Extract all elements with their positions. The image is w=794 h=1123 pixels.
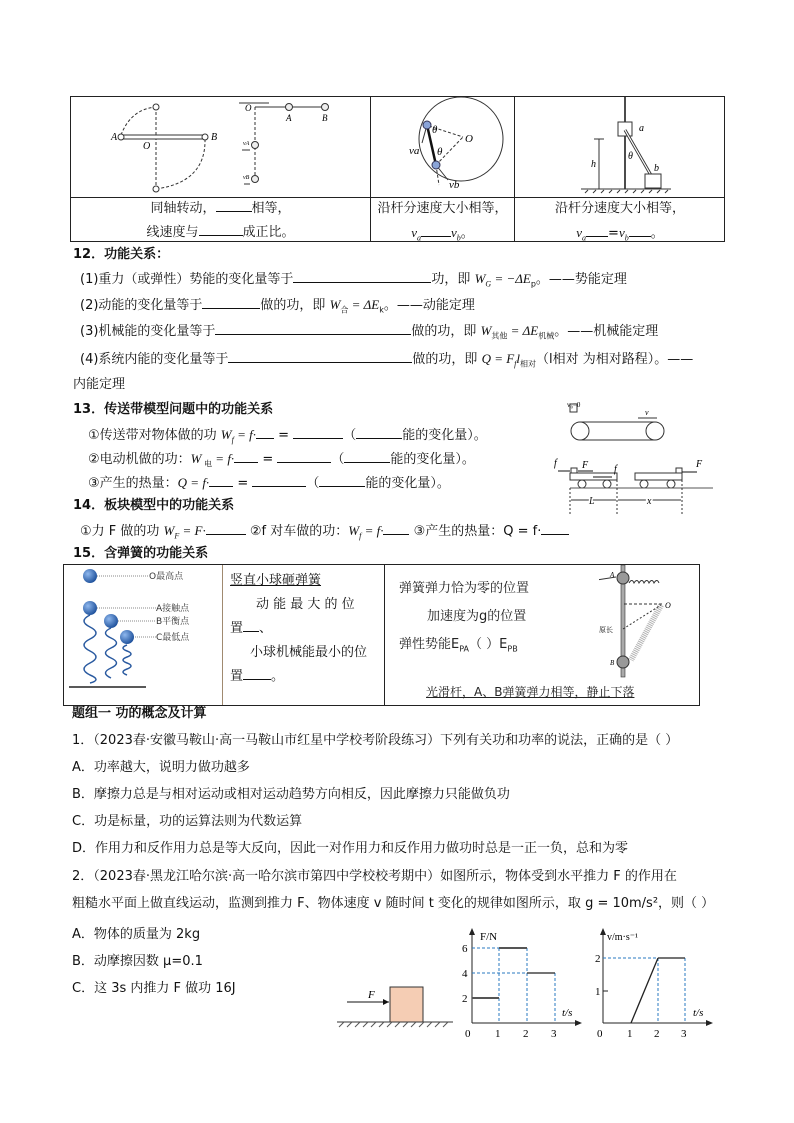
svg-text:F/N: F/N: [480, 931, 498, 943]
s13-item-1: ①传送带对物体做的功 $W_f = f\cdot$ = （ 能的变化量）。: [88, 427, 487, 445]
q1-option-c[interactable]: C．功是标量，功的运算法则为代数运算: [72, 814, 303, 829]
conveyor-board-diagram: [545, 400, 715, 518]
q1-option-d[interactable]: D．作用力和反作用力总是等大反向，因此一对作用力和反作用力做功时总是一正一负，总和为零: [72, 841, 629, 856]
question-2-stem-line-1: 2．（2023春·黑龙江哈尔滨·高一哈尔滨市第四中学校校考期中）如图所示，物体受到水平推力 F 的作用在: [72, 869, 677, 884]
velocity-time-chart: [595, 925, 720, 1040]
svg-text:x: x: [647, 496, 652, 507]
svg-text:A接触点: A接触点: [156, 604, 190, 614]
svg-text:A: A: [111, 132, 118, 143]
spring-relations-table: [63, 564, 700, 706]
svg-text:vB: vB: [243, 175, 250, 181]
svg-text:2: 2: [523, 1028, 529, 1040]
svg-text:O: O: [665, 601, 671, 610]
svg-text:vA: vA: [243, 141, 250, 147]
svg-text:A: A: [286, 113, 292, 123]
svg-text:B: B: [211, 132, 218, 143]
cell-rod-circle-text: 沿杆分速度大小相等， $v_a$ $v_b$。: [377, 201, 508, 243]
svg-text:O最高点: O最高点: [149, 572, 184, 582]
svg-text:0: 0: [465, 1028, 471, 1040]
svg-text:f: f: [554, 458, 557, 469]
group-1-heading: 题组一 功的概念及计算: [72, 706, 207, 721]
section-14-heading: 14．板块模型中的功能关系: [73, 498, 235, 513]
rod-in-circle-diagram: [371, 97, 514, 197]
svg-text:B: B: [610, 659, 615, 667]
s12-item-4: (4)系统内能的变化量等于 做的功，即 $Q = F_fl_{相对}(l$相对 为相对路程）。——: [80, 351, 694, 369]
force-time-chart: [460, 925, 585, 1040]
svg-text:4: 4: [462, 968, 468, 980]
q1-option-a[interactable]: A．功率越大，说明力做功越多: [72, 760, 250, 775]
vertical-ball-spring-text: 竖直小球砸弹簧 动 能 最 大 的 位 置 、 小球机械能最小的位 置 。: [230, 573, 368, 684]
q1-option-b[interactable]: B．摩擦力总是与相对运动或相对运动趋势方向相反，因此摩擦力只能做负功: [72, 787, 510, 802]
cell-coaxial-text: 同轴转动， 相等， 线速度与 成正比。: [146, 201, 295, 240]
svg-text:3: 3: [551, 1028, 557, 1040]
svg-text:t/s: t/s: [693, 1007, 704, 1019]
s13-item-2: ②电动机做的功：W $_电$ = f· = （ 能的变化量）。: [88, 451, 475, 469]
svg-text:2: 2: [595, 953, 601, 965]
svg-text:1: 1: [495, 1028, 501, 1040]
section-12-heading: 12．功能关系：: [73, 247, 170, 262]
svg-text:θ: θ: [437, 146, 443, 158]
svg-text:va: va: [409, 145, 420, 157]
sliding-rod-diagram: [515, 97, 725, 197]
s12-item-1: (1)重力（或弹性）势能的变化量等于 功，即 $W_G = -\Delta E_p$。——势能定理: [80, 271, 627, 289]
svg-text:2: 2: [462, 993, 468, 1005]
svg-text:θ: θ: [628, 151, 633, 162]
svg-text:f: f: [614, 464, 617, 475]
svg-text:vb: vb: [449, 179, 460, 191]
svg-text:C最低点: C最低点: [156, 633, 190, 643]
svg-text:0: 0: [597, 1028, 603, 1040]
section-13-heading: 13．传送带模型问题中的功能关系: [73, 402, 274, 417]
svg-text:θ: θ: [432, 124, 438, 136]
sliding-rod-spring-text: 弹簧弹力恰为零的位置 加速度为g的位置 弹性势能$E_{PA}$（ ）$E_{PB}$: [399, 581, 530, 654]
cell-sliding-rod-text: 沿杆分速度大小相等， $v_a =v_b$ 。: [554, 201, 685, 243]
svg-text:B平衡点: B平衡点: [156, 617, 190, 627]
question-2-stem-line-2: 粗糙水平面上做直线运动，监测到推力 F、物体速度 v 随时间 t 变化的规律如图所示，取 g = 10m/s²，则（ ）: [72, 896, 715, 911]
svg-text:原长: 原长: [599, 626, 613, 634]
q2-option-c[interactable]: C．这 3s 内推力 F 做功 16J: [72, 981, 236, 996]
svg-text:3: 3: [681, 1028, 687, 1040]
motion-relations-table: [70, 96, 725, 242]
svg-text:L: L: [589, 496, 595, 507]
block-push-diagram: [335, 980, 460, 1030]
svg-text:h: h: [591, 159, 596, 170]
svg-text:A: A: [610, 571, 615, 579]
s14-items: ①力 F 做的功 $W_F = F\cdot$ ②f 对车做的功：$W_f = f\cdot$ ③产生的热量：Q = f·: [80, 522, 569, 546]
spring-ball-diagram: [64, 565, 222, 705]
s13-item-3: ③产生的热量：Q = f· = （ 能的变化量）。: [88, 475, 450, 491]
s12-tail-line: 内能定理: [73, 377, 126, 392]
svg-text:2: 2: [654, 1028, 660, 1040]
svg-text:O: O: [465, 133, 473, 145]
q2-option-a[interactable]: A．物体的质量为 2kg: [72, 927, 201, 942]
svg-text:F: F: [582, 460, 589, 471]
svg-text:b: b: [654, 163, 659, 174]
svg-text:v₀=0: v₀=0: [567, 401, 581, 409]
svg-text:1: 1: [627, 1028, 633, 1040]
question-1-stem: 1．（2023春·安徽马鞍山·高一马鞍山市红星中学校考阶段练习）下列有关功和功率的说法，正确的是（ ）: [72, 733, 679, 748]
svg-text:v: v: [645, 408, 649, 417]
section-15-heading: 15．含弹簧的功能关系: [73, 546, 209, 561]
svg-text:v/m·s⁻¹: v/m·s⁻¹: [607, 932, 639, 943]
rod-spring-diagram: [599, 565, 699, 685]
svg-text:6: 6: [462, 943, 468, 955]
q2-option-b[interactable]: B．动摩擦因数 μ=0.1: [72, 954, 203, 969]
s12-item-3: (3)机械能的变化量等于 做的功，即 $W_{其他} = \Delta E_{机械}$。——机械能定理: [80, 323, 659, 341]
svg-text:F: F: [368, 989, 375, 1001]
column-divider: [384, 565, 385, 705]
svg-text:t/s: t/s: [562, 1007, 573, 1019]
column-divider: [222, 565, 223, 705]
svg-text:O: O: [143, 141, 151, 152]
svg-text:O: O: [245, 103, 252, 113]
svg-text:F: F: [696, 459, 703, 470]
svg-text:B: B: [322, 113, 328, 123]
coaxial-rotation-diagram: [71, 97, 370, 197]
s12-item-2: (2)动能的变化量等于 做的功，即 $W_合 = \Delta E_k$。——动能定理: [80, 297, 475, 315]
svg-text:a: a: [639, 123, 644, 134]
sliding-rod-note: 光滑杆，A、B弹簧弹力相等，静止下落: [426, 685, 635, 699]
svg-text:1: 1: [595, 986, 601, 998]
